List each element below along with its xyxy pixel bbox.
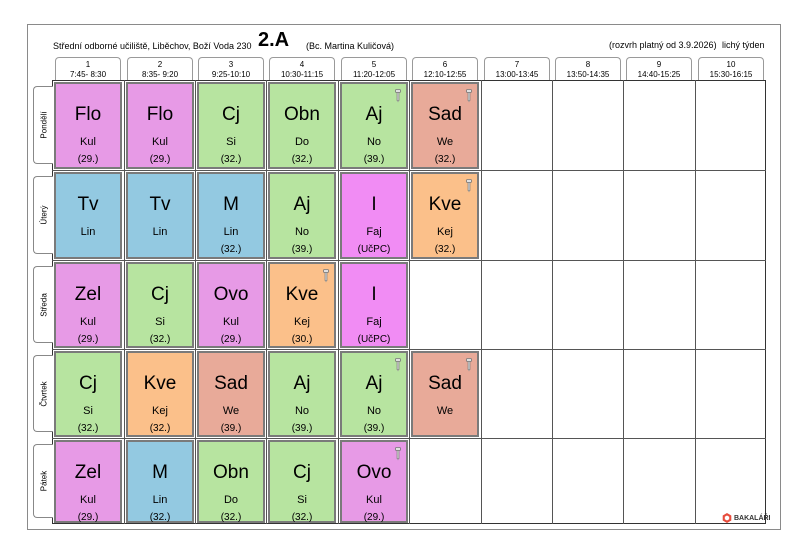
lesson-teacher: No [294, 405, 310, 417]
lesson-subject: Ovo [213, 284, 249, 305]
lesson-teacher: Lin [223, 226, 239, 238]
lesson-teacher: No [366, 405, 382, 417]
lesson-subject: Zel [74, 462, 102, 483]
bakalari-logo [722, 513, 771, 523]
lesson-cell[interactable] [126, 440, 194, 523]
period-number: 2 [157, 60, 163, 69]
period-time: 7:45- 8:30 [69, 70, 107, 79]
lesson-cell[interactable] [54, 82, 122, 169]
class-title: 2.A [258, 29, 290, 51]
lesson-room: (32.) [291, 154, 313, 165]
lesson-subject: Aj [365, 104, 383, 125]
period-header-7 [484, 57, 550, 81]
pin-icon [466, 358, 472, 372]
lesson-subject: Cj [151, 284, 169, 305]
period-number: 4 [299, 60, 305, 69]
lesson-subject: Flo [74, 104, 102, 125]
pin-icon [323, 269, 329, 283]
lesson-subject: Tv [149, 194, 171, 215]
period-number: 9 [656, 60, 662, 69]
lesson-room: (32.) [149, 512, 171, 523]
lesson-cell[interactable] [54, 440, 122, 523]
period-header-2 [127, 57, 193, 81]
lesson-subject: Aj [365, 373, 383, 394]
lesson-subject: Kve [285, 284, 319, 305]
lesson-subject: Cj [79, 373, 97, 394]
day-label: Pondělí [39, 111, 48, 139]
lesson-teacher: We [436, 136, 454, 148]
lesson-teacher: Lin [152, 226, 168, 238]
period-header-5 [341, 57, 407, 81]
lesson-room: (29.) [77, 154, 99, 165]
lesson-subject: Cj [293, 462, 311, 483]
valid-from: (rozvrh platný od 3.9.2026) [609, 40, 717, 50]
lesson-subject: Tv [77, 194, 99, 215]
lesson-teacher: Kej [152, 405, 168, 417]
lesson-cell[interactable] [268, 82, 336, 169]
lesson-cell[interactable] [411, 351, 479, 437]
lesson-subject: Flo [146, 104, 174, 125]
lesson-room: (UčPC) [357, 244, 391, 255]
lesson-room: (32.) [434, 244, 456, 255]
lesson-teacher: Do [294, 136, 310, 148]
day-label: Středa [39, 292, 48, 317]
lesson-room: (32.) [220, 244, 242, 255]
lesson-teacher: We [436, 405, 454, 417]
lesson-subject: I [371, 284, 377, 305]
lesson-cell[interactable] [411, 172, 479, 259]
school-name: Střední odborné učiliště, Liběchov, Boží Voda 230 [53, 41, 252, 51]
lesson-room: (29.) [363, 512, 385, 523]
period-time: 13:00-13:45 [495, 70, 539, 79]
lesson-room: (29.) [77, 334, 99, 345]
grid-row-line [52, 260, 766, 261]
period-header-1 [55, 57, 121, 81]
lesson-room: (32.) [220, 512, 242, 523]
bakalari-logo-icon [722, 513, 732, 523]
lesson-cell[interactable] [54, 262, 122, 348]
lesson-cell[interactable] [268, 262, 336, 348]
day-tab-tuesday [33, 176, 53, 254]
period-time: 14:40-15:25 [637, 70, 681, 79]
lesson-subject: Kve [143, 373, 177, 394]
lesson-cell[interactable] [268, 172, 336, 259]
period-header-3 [198, 57, 264, 81]
period-number: 1 [85, 60, 91, 69]
lesson-cell[interactable] [54, 172, 122, 259]
lesson-teacher: Si [226, 136, 236, 148]
pin-icon [466, 179, 472, 193]
lesson-room: (39.) [363, 423, 385, 434]
lesson-teacher: Kul [223, 316, 239, 328]
lesson-room: (29.) [77, 512, 99, 523]
lesson-cell[interactable] [340, 82, 408, 169]
lesson-room: (32.) [149, 423, 171, 434]
lesson-subject: Sad [428, 104, 462, 125]
lesson-cell[interactable] [126, 351, 194, 437]
grid-column-line [552, 80, 553, 524]
lesson-subject: Kve [428, 194, 462, 215]
period-header-6 [412, 57, 478, 81]
lesson-subject: Sad [214, 373, 248, 394]
lesson-cell[interactable] [126, 82, 194, 169]
lesson-subject: M [223, 194, 239, 215]
lesson-cell[interactable] [411, 82, 479, 169]
period-number: 10 [726, 60, 736, 69]
lesson-room: (39.) [363, 154, 385, 165]
lesson-room: (39.) [291, 244, 313, 255]
lesson-teacher: Faj [366, 226, 382, 238]
lesson-teacher: Lin [152, 494, 168, 506]
day-tab-friday [33, 444, 53, 518]
lesson-room: (39.) [220, 423, 242, 434]
lesson-subject: I [371, 194, 377, 215]
lesson-teacher: Kul [80, 136, 96, 148]
lesson-cell[interactable] [340, 351, 408, 437]
grid-column-line [266, 80, 267, 524]
lesson-subject: M [152, 462, 168, 483]
period-number: 8 [585, 60, 591, 69]
day-tab-wednesday [33, 266, 53, 343]
grid-column-line [409, 80, 410, 524]
lesson-room: (32.) [434, 154, 456, 165]
lesson-cell[interactable] [197, 351, 265, 437]
lesson-teacher: Si [83, 405, 93, 417]
period-number: 6 [442, 60, 448, 69]
period-time: 12:10-12:55 [423, 70, 467, 79]
lesson-subject: Obn [213, 462, 249, 483]
lesson-subject: Aj [293, 373, 311, 394]
lesson-teacher: Kul [80, 316, 96, 328]
day-tab-thursday [33, 355, 53, 432]
lesson-teacher: Kej [294, 316, 310, 328]
lesson-room: (UčPC) [357, 334, 391, 345]
lesson-teacher: Kul [152, 136, 168, 148]
period-header-10 [698, 57, 764, 81]
lesson-teacher: Lin [80, 226, 96, 238]
lesson-cell[interactable] [340, 172, 408, 259]
lesson-cell[interactable] [340, 262, 408, 348]
lesson-cell[interactable] [126, 172, 194, 259]
lesson-room: (30.) [291, 334, 313, 345]
lesson-teacher: We [222, 405, 240, 417]
grid-column-line [338, 80, 339, 524]
lesson-teacher: Si [297, 494, 307, 506]
lesson-room: (39.) [291, 423, 313, 434]
lesson-cell[interactable] [268, 351, 336, 437]
lesson-subject: Zel [74, 284, 102, 305]
lesson-room: (32.) [291, 512, 313, 523]
grid-column-line [195, 80, 196, 524]
period-time: 11:20-12:05 [352, 70, 396, 79]
grid-column-line [695, 80, 696, 524]
grid-row-line [52, 170, 766, 171]
pin-icon [395, 89, 401, 103]
lesson-room: (29.) [149, 154, 171, 165]
period-number: 3 [228, 60, 234, 69]
lesson-cell[interactable] [197, 82, 265, 169]
day-label: Pátek [39, 470, 48, 492]
lesson-cell[interactable] [126, 262, 194, 348]
lesson-cell[interactable] [54, 351, 122, 437]
period-number: 5 [371, 60, 377, 69]
period-header-8 [555, 57, 621, 81]
lesson-teacher: Kul [80, 494, 96, 506]
lesson-cell[interactable] [197, 172, 265, 259]
lesson-subject: Obn [284, 104, 320, 125]
grid-row-line [52, 438, 766, 439]
day-label: Čtvrtek [39, 380, 48, 407]
lesson-teacher: Kej [437, 226, 453, 238]
lesson-cell[interactable] [197, 262, 265, 348]
lesson-teacher: Faj [366, 316, 382, 328]
lesson-teacher: No [366, 136, 382, 148]
period-time: 10:30-11:15 [280, 70, 324, 79]
period-header-4 [269, 57, 335, 81]
lesson-room: (32.) [220, 154, 242, 165]
lesson-teacher: Do [223, 494, 239, 506]
grid-column-line [623, 80, 624, 524]
lesson-room: (32.) [149, 334, 171, 345]
pin-icon [395, 447, 401, 461]
grid-column-line [481, 80, 482, 524]
day-tab-monday [33, 86, 53, 164]
period-time: 13:50-14:35 [566, 70, 610, 79]
period-time: 9:25-10:10 [211, 70, 251, 79]
class-teacher: (Bc. Martina Kuličová) [306, 41, 395, 51]
bakalari-logo-text: BAKALÁŘI [733, 514, 771, 522]
lesson-room: (29.) [220, 334, 242, 345]
lesson-teacher: Si [155, 316, 165, 328]
pin-icon [466, 89, 472, 103]
period-time: 8:35- 9:20 [141, 70, 179, 79]
grid-column-line [124, 80, 125, 524]
lesson-cell[interactable] [268, 440, 336, 523]
period-number: 7 [514, 60, 520, 69]
period-header-9 [626, 57, 692, 81]
grid-row-line [52, 349, 766, 350]
lesson-subject: Sad [428, 373, 462, 394]
lesson-cell[interactable] [197, 440, 265, 523]
lesson-teacher: Kul [366, 494, 382, 506]
lesson-subject: Ovo [356, 462, 392, 483]
lesson-room: (32.) [77, 423, 99, 434]
lesson-subject: Aj [293, 194, 311, 215]
lesson-cell[interactable] [340, 440, 408, 523]
lesson-teacher: No [294, 226, 310, 238]
day-label: Úterý [39, 205, 48, 225]
period-time: 15:30-16:15 [709, 70, 753, 79]
lesson-subject: Cj [222, 104, 240, 125]
week-type: lichý týden [722, 40, 765, 50]
pin-icon [395, 358, 401, 372]
